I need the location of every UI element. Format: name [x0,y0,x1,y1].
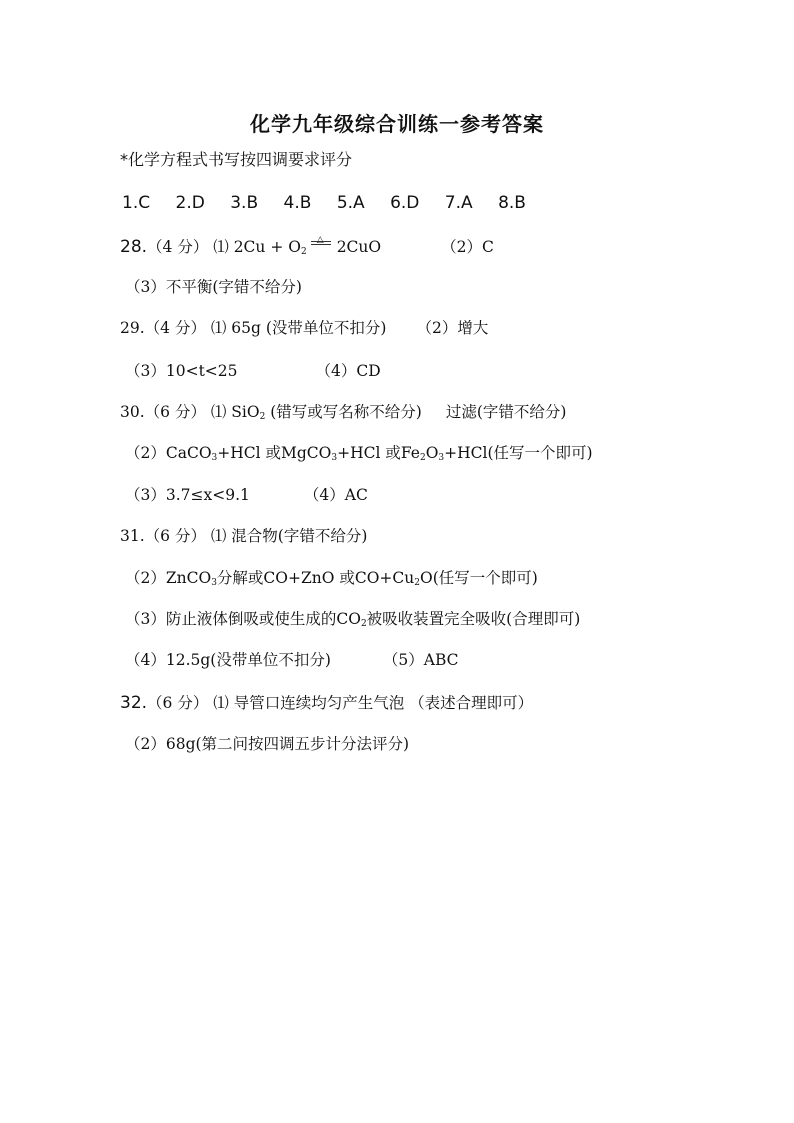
q29-part3-text: （3）10<t<25 [125,362,238,380]
q28-part1-text: （4 分） ⑴ 2Cu + O [147,238,301,256]
q32-number: 32. [120,693,148,713]
choice-answers [122,193,546,213]
subscript: 2 [414,578,420,588]
q30-part1b-text: 过滤(字错不给分) [445,403,567,421]
q30-part4-text: （4）AC [303,486,368,504]
formula-text: +HCl 或MgCO [217,444,332,462]
q32-part1-text: （6 分） ⑴ 导管口连续均匀产生气泡 （表述合理即可） [147,694,534,712]
formula-text: 分解或CO+ZnO 或CO+Cu [216,569,415,587]
q31-part3-text: 被吸收装置完全吸收(合理即可) [366,610,581,628]
q32-line-2: （2）68g(第二问按四调五步计分法评分) [125,735,410,753]
q30-part1-note: (错写或写名称不给分) [265,403,422,421]
subscript: 2 [300,247,307,257]
q31-part4-text: （4）12.5g(没带单位不扣分) [125,651,331,669]
choice-answer: 5.A [336,193,365,213]
q28-line-2: （3）不平衡(字错不给分) [125,278,302,296]
formula-text: O(任写一个即可) [420,569,538,587]
formula-text: +HCl 或Fe [337,444,420,462]
q30-line-2 [125,443,593,468]
subscript: 2 [360,619,367,629]
q31-part5-text: （5）ABC [382,651,459,669]
choice-answer: 8.B [498,193,526,213]
formula-text: O [425,444,439,462]
q31-line-4 [125,650,458,670]
q31-part3-text: （3）防止液体倒吸或使生成的CO [125,610,361,628]
subscript: 3 [211,578,217,588]
q31-line-2 [125,568,538,593]
heating-condition-icon [311,236,333,250]
subscript: 2 [419,453,426,463]
choice-answer: 1.C [122,193,151,213]
q28-product: 2CuO [336,238,382,256]
formula-text: +HCl(任写一个即可) [444,444,593,462]
q32-line-1 [120,693,533,713]
q29-part1-text: 29.（4 分） ⑴ 65g (没带单位不扣分) [120,319,387,337]
choice-answer: 6.D [390,193,420,213]
formula-text: （2）CaCO [125,444,212,462]
choice-answer: 7.A [444,193,473,213]
q29-line-2 [125,361,381,381]
q30-line-3 [125,485,368,505]
subscript: 3 [331,453,338,463]
q30-part1-text: 30.（6 分） ⑴ SiO [120,403,260,421]
q28-part2-text: （2）C [441,238,494,256]
formula-text: （2）ZnCO [125,569,212,587]
q30-line-1 [120,402,566,427]
subscript: 2 [259,412,266,422]
q29-part4-text: （4）CD [315,362,381,380]
q31-line-1: 31.（6 分） ⑴ 混合物(字错不给分) [120,527,368,545]
q28-line-1 [120,236,494,262]
choice-answer: 4.B [283,193,312,213]
choice-answer: 2.D [175,193,205,213]
q28-number: 28. [120,237,148,257]
subscript: 3 [438,453,445,463]
q31-line-3 [125,609,580,634]
q29-line-1 [120,318,488,338]
q30-part3-text: （3）3.7≤x<9.1 [125,486,250,504]
heat-symbol: △ [316,235,324,245]
subscript: 3 [211,453,218,463]
page-title: 化学九年级综合训练一参考答案 [250,112,544,136]
grading-note: *化学方程式书写按四调要求评分 [120,150,353,169]
q29-part2-text: （2）增大 [416,319,489,337]
choice-answer: 3.B [230,193,259,213]
